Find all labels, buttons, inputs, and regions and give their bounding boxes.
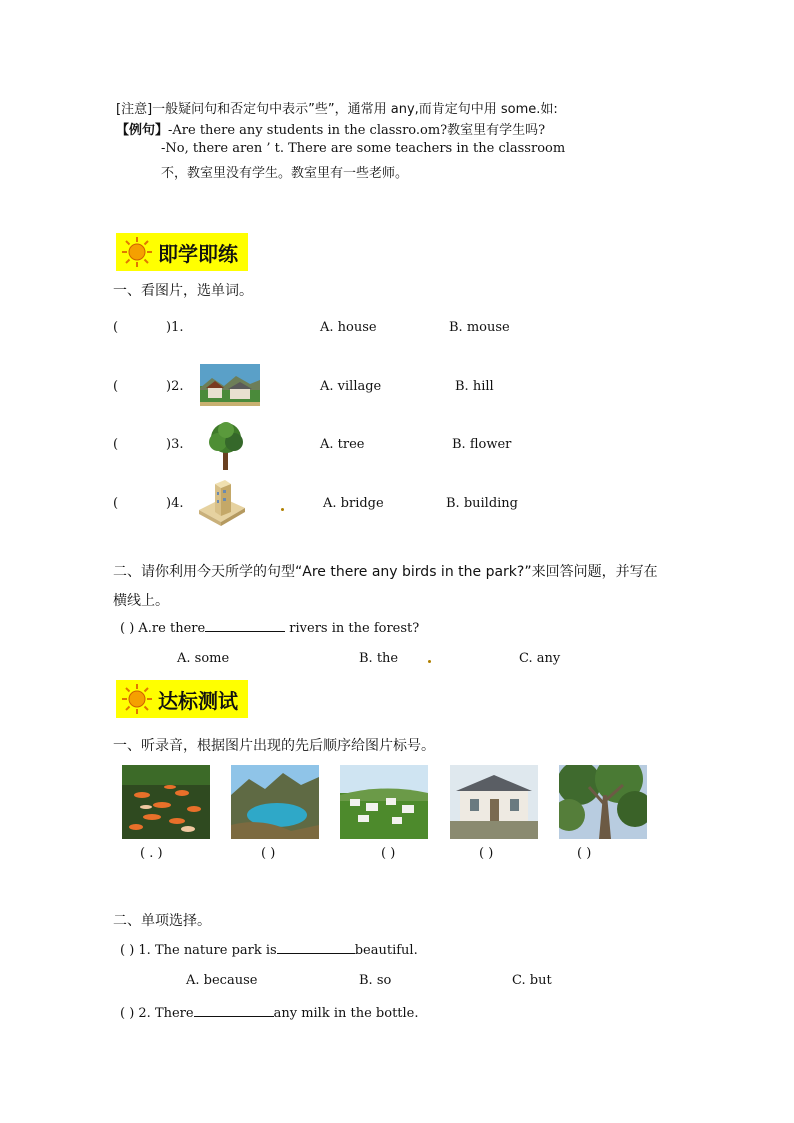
part1-heading: 一、看图片，选单词。 bbox=[113, 283, 253, 299]
answer-paren-1[interactable]: ( bbox=[113, 320, 119, 335]
part2-option-b[interactable]: B. the bbox=[359, 651, 399, 666]
example-answer-chinese: 不，教室里没有学生。教室里有一些老师。 bbox=[161, 166, 409, 181]
example-answer: -No, there aren ’ t. There are some teachers in the classroom bbox=[161, 141, 566, 156]
village-picture bbox=[200, 364, 260, 406]
sun-icon bbox=[120, 682, 154, 716]
choice-q2-start: ( ) 2. There bbox=[120, 1006, 194, 1021]
answer-paren-4[interactable]: ( bbox=[113, 496, 119, 511]
answer-paren-2[interactable]: ( bbox=[113, 379, 119, 394]
photo-3-bracket[interactable]: ( ) bbox=[381, 846, 396, 861]
item-1-option-a[interactable]: A. house bbox=[320, 320, 377, 335]
test-banner-title: 达标测试 bbox=[158, 688, 238, 713]
part2-question-end: rivers in the forest? bbox=[285, 621, 420, 636]
item-2-option-a[interactable]: A. village bbox=[320, 379, 382, 394]
item-4-option-b[interactable]: B. building bbox=[446, 496, 519, 511]
choice-q1-option-a[interactable]: A. because bbox=[186, 973, 258, 988]
sun-icon bbox=[120, 235, 154, 269]
fish-pond-photo bbox=[122, 765, 210, 839]
item-3-option-b[interactable]: B. flower bbox=[452, 437, 512, 452]
item-number-4: )4. bbox=[166, 496, 184, 511]
choice-q1-start: ( ) 1. The nature park is bbox=[120, 943, 277, 958]
choice-q1-option-c[interactable]: C. but bbox=[512, 973, 552, 988]
answer-blank[interactable] bbox=[277, 941, 355, 954]
photo-1-bracket[interactable]: ( . ) bbox=[140, 846, 163, 861]
part2-heading-line1: 二、请你利用今天所学的句型“Are there any birds in the park?”来回答问题，并写在 bbox=[113, 564, 658, 580]
village-photo bbox=[340, 765, 428, 839]
item-number-3: )3. bbox=[166, 437, 184, 452]
photo-4-bracket[interactable]: ( ) bbox=[479, 846, 494, 861]
part2-question bbox=[120, 619, 419, 636]
building-picture bbox=[197, 476, 247, 528]
photo-5-bracket[interactable]: ( ) bbox=[577, 846, 592, 861]
choice-heading: 二、单项选择。 bbox=[113, 913, 211, 929]
item-4-option-a[interactable]: A. bridge bbox=[323, 496, 384, 511]
practice-banner-title: 即学即练 bbox=[158, 241, 238, 266]
tree-picture bbox=[204, 420, 248, 472]
part2-question-start: ( ) A.re there bbox=[120, 621, 206, 636]
part2-option-c[interactable]: C. any bbox=[519, 651, 561, 666]
item-number-2: )2. bbox=[166, 379, 184, 394]
decorative-dot bbox=[428, 660, 431, 663]
grammar-note: [注意]一般疑问句和否定句中表示”些”，通常用 any,而肯定句中用 some.如: bbox=[116, 102, 558, 117]
decorative-dot bbox=[281, 508, 284, 511]
part2-option-a[interactable]: A. some bbox=[177, 651, 230, 666]
example-label: 【例句】 bbox=[116, 123, 169, 138]
answer-blank[interactable] bbox=[194, 1004, 274, 1017]
choice-q1-end: beautiful. bbox=[354, 943, 418, 958]
lake-photo bbox=[231, 765, 319, 839]
listening-heading: 一、听录音，根据图片出现的先后顺序给图片标号。 bbox=[113, 738, 435, 754]
item-number-1: )1. bbox=[166, 320, 184, 335]
item-3-option-a[interactable]: A. tree bbox=[320, 437, 365, 452]
tree-photo bbox=[559, 765, 647, 839]
example-question-line bbox=[116, 119, 545, 138]
choice-q2-end: any milk in the bottle. bbox=[273, 1006, 419, 1021]
item-1-option-b[interactable]: B. mouse bbox=[449, 320, 510, 335]
choice-question-1 bbox=[120, 941, 418, 958]
choice-question-2 bbox=[120, 1004, 419, 1021]
house-photo bbox=[450, 765, 538, 839]
test-banner bbox=[116, 680, 248, 718]
example-question: -Are there any students in the classro.om?教室里有学生吗? bbox=[168, 123, 546, 138]
answer-blank[interactable] bbox=[205, 619, 285, 632]
answer-paren-3[interactable]: ( bbox=[113, 437, 119, 452]
choice-q1-option-b[interactable]: B. so bbox=[359, 973, 392, 988]
part2-heading-line2: 横线上。 bbox=[113, 593, 169, 609]
practice-banner bbox=[116, 233, 248, 271]
photo-2-bracket[interactable]: ( ) bbox=[261, 846, 276, 861]
item-2-option-b[interactable]: B. hill bbox=[455, 379, 494, 394]
